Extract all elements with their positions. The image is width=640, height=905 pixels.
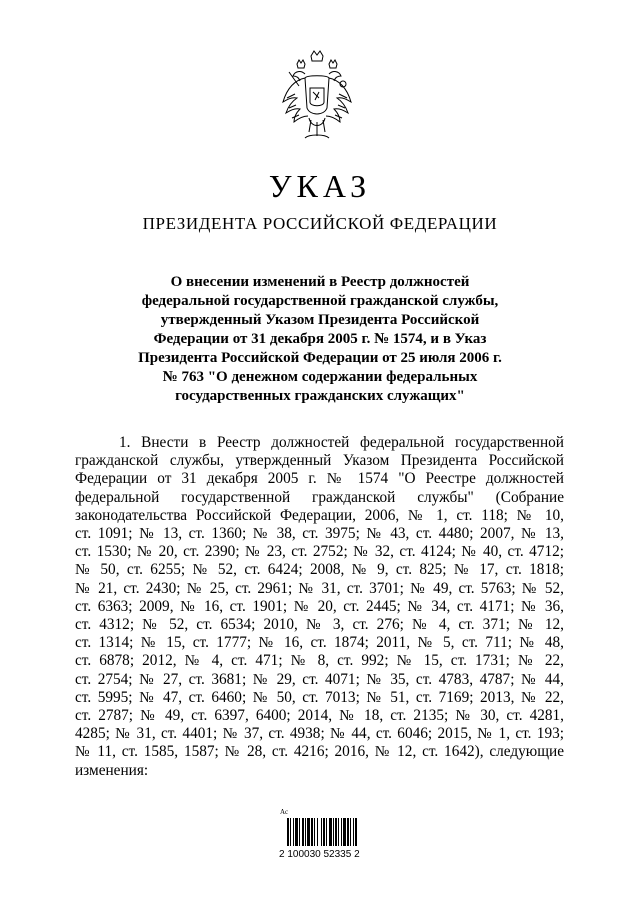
body-line: ст. 1530; № 20, ст. 2390; № 23, ст. 2752; № 32, ст. 4124; № 40, ст. 4712; — [75, 543, 564, 561]
body-line: ст. 1091; № 13, ст. 1360; № 38, ст. 3975; № 43, ст. 4480; 2007, № 13, — [75, 525, 564, 543]
body-line: ст. 6363; 2009, № 16, ст. 1901; № 20, ст. 2445; № 34, ст. 4171; № 36, — [75, 597, 564, 615]
decree-body — [75, 434, 564, 780]
body-line: ст. 2754; № 27, ст. 3681; № 29, ст. 4071; № 35, ст. 4783, 4787; № 44, — [75, 670, 564, 688]
document-title: УКАЗ — [268, 168, 372, 204]
coat-of-arms-icon — [275, 48, 359, 152]
heading-line: федеральной государственной гражданской службы, — [141, 293, 499, 309]
body-line: гражданской службы, утвержденный Указом Президента Российской — [75, 452, 564, 470]
barcode-icon — [287, 818, 372, 846]
registration-mark: Ac — [280, 808, 289, 816]
body-line: 4285; № 31, ст. 4401; № 37, ст. 4938; № 44, ст. 6046; 2015, № 1, ст. 193; — [75, 725, 564, 743]
body-line: № 50, ст. 6255; № 52, ст. 6424; 2008, № 9, ст. 825; № 17, ст. 1818; — [75, 561, 564, 579]
body-line: ст. 5995; № 47, ст. 6460; № 50, ст. 7013; № 51, ст. 7169; 2013, № 22, — [75, 688, 564, 706]
heading-line: О внесении изменений в Реестр должностей — [170, 274, 470, 290]
body-line: 1. Внести в Реестр должностей федеральной государственной — [119, 434, 564, 451]
document-subtitle: ПРЕЗИДЕНТА РОССИЙСКОЙ ФЕДЕРАЦИИ — [142, 214, 498, 233]
body-line: законодательства Российской Федерации, 2006, № 1, ст. 118; № 10, — [75, 506, 564, 524]
heading-line: государственных гражданских служащих" — [175, 388, 465, 404]
decree-heading — [100, 273, 540, 406]
heading-line: № 763 "О денежном содержании федеральных — [162, 369, 478, 385]
body-line: № 21, ст. 2430; № 25, ст. 2961; № 31, ст. 3701; № 49, ст. 5763; № 52, — [75, 579, 564, 597]
barcode-number: 2 100030 52335 2 — [279, 849, 360, 860]
heading-line: утвержденный Указом Президента Российской — [160, 312, 480, 328]
body-line: № 11, ст. 1585, 1587; № 28, ст. 4216; 2016, № 12, ст. 1642), следующие — [75, 743, 564, 761]
heading-line: Президента Российской Федерации от 25 июля 2006 г. — [138, 350, 502, 366]
body-line: ст. 2787; № 49, ст. 6397, 6400; 2014, № 18, ст. 2135; № 30, ст. 4281, — [75, 707, 564, 725]
body-line: ст. 1314; № 15, ст. 1777; № 16, ст. 1874; 2011, № 5, ст. 711; № 48, — [75, 634, 564, 652]
body-line: ст. 6878; 2012, № 4, ст. 471; № 8, ст. 992; № 15, ст. 1731; № 22, — [75, 652, 564, 670]
body-line: изменения: — [75, 761, 149, 779]
body-line: федеральной государственной гражданской службы" (Собрание — [75, 488, 564, 506]
body-line: ст. 4312; № 52, ст. 6534; 2010, № 3, ст. 276; № 4, ст. 371; № 12, — [75, 616, 564, 634]
heading-line: Федерации от 31 декабря 2005 г. № 1574, и в Указ — [153, 331, 487, 347]
body-line: Федерации от 31 декабря 2005 г. № 1574 "О Реестре должностей — [75, 470, 564, 488]
